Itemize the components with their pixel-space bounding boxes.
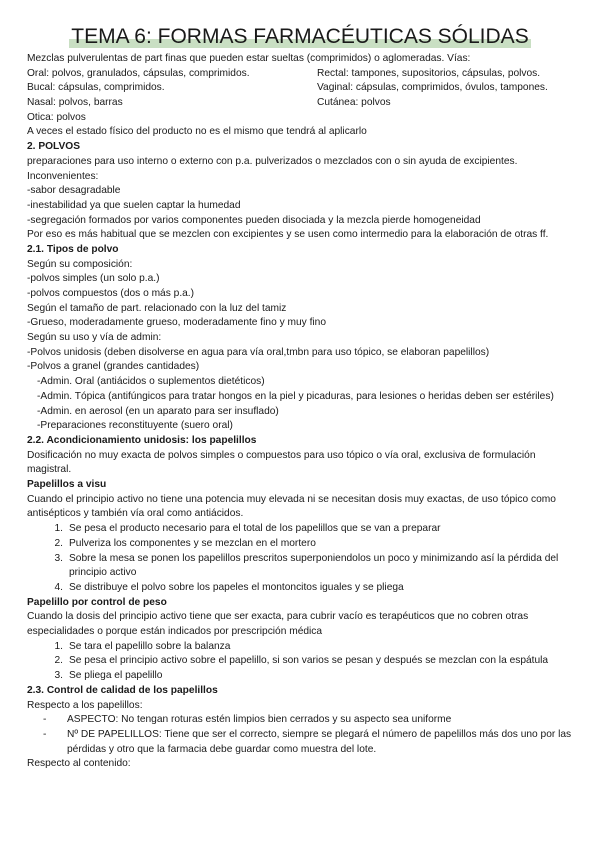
step-number: 3.: [54, 552, 63, 564]
step-text: Se tara el papelillo sobre la balanza: [69, 640, 231, 652]
route-left: Oral: polvos, granulados, cápsulas, comprimidos.: [27, 67, 250, 79]
document-body: [27, 52, 575, 772]
quality-text: Nº DE PAPELILLOS: Tiene que ser el correcto, siempre se plegará el número de papelillos más dos uno por las pérdidas y otro que la farmacia debe guardar como muestra del lote.: [67, 728, 572, 755]
polvos-note: Por eso es más habitual que se mezclen con excipientes y se usen como intermedio para la elaboración de otras ff.: [27, 229, 549, 241]
inconvenientes-label: Inconvenientes:: [27, 170, 99, 182]
composicion-item: -polvos simples (un solo p.a.): [27, 273, 160, 285]
route-row: [27, 67, 575, 82]
dash-bullet: -: [43, 714, 47, 726]
subheading-control-peso: Papelillo por control de peso: [27, 596, 167, 608]
composicion-item: -polvos compuestos (dos o más p.a.): [27, 288, 195, 300]
section-heading-tipos: 2.1. Tipos de polvo: [27, 243, 119, 255]
route-right: Vaginal: cápsulas, comprimidos, óvulos, tampones.: [317, 82, 548, 94]
route-right: Rectal: tampones, supositorios, cápsulas, polvos.: [317, 67, 541, 79]
polvos-definition: preparaciones para uso interno o externo con p.a. pulverizados o mezclados con o sin ayuda de excipientes.: [27, 155, 518, 167]
state-note: A veces el estado físico del producto no es el mismo que tendrá al aplicarlo: [27, 126, 367, 138]
granel-sub-item: -Admin. Tópica (antifúngicos para tratar hongos en la piel y picaduras, para lesiones o heridas deben ser estériles): [37, 390, 554, 402]
uso-label: Según su uso y vía de admin:: [27, 332, 162, 344]
step-number: 3.: [54, 670, 63, 682]
control-peso-text: Cuando la dosis del principio activo tiene que ser exacta, para cubrir vacío es terapéuticos que no cobren otras especialidades o porque están indicados por prescripción médica: [27, 611, 529, 637]
route-left: Nasal: polvos, barras: [27, 97, 123, 109]
section-heading-control-calidad: 2.3. Control de calidad de los papelillos: [27, 684, 218, 696]
quality-text: ASPECTO: No tengan roturas estén limpios bien cerrados y su aspecto sea uniforme: [67, 714, 452, 726]
granel-item: -Polvos a granel (grandes cantidades): [27, 361, 200, 373]
step-text: Se pliega el papelillo: [69, 670, 163, 682]
step-item: [27, 522, 575, 537]
step-item: [27, 654, 575, 669]
granel-sub-item: -Admin. Oral (antiácidos o suplementos dietéticos): [37, 376, 265, 388]
papelillos-definition: Dosificación no muy exacta de polvos simples o compuestos para uso tópico o vía oral, exclusiva de formulación magistral.: [27, 449, 536, 476]
granel-sub-item: -Admin. en aerosol (en un aparato para ser insuflado): [37, 405, 279, 417]
dash-bullet: -: [43, 728, 47, 740]
respecto-contenido-label: Respecto al contenido:: [27, 758, 131, 770]
step-item: [27, 552, 575, 581]
route-row: [27, 96, 575, 111]
visu-text: Cuando el principio activo no tiene una potencia muy elevada ni se necesitan dosis muy exactas, de uso tópico como antisépticos y también vía oral como antiácidos.: [27, 493, 556, 520]
step-text: Se pesa el principio activo sobre el papelillo, si son varios se pesan y después se mezclan con la espátula: [69, 655, 549, 667]
step-text: Se distribuye el polvo sobre los papeles el montoncitos iguales y se pliega: [69, 581, 404, 593]
step-item: [27, 669, 575, 684]
inconveniente-item: -sabor desagradable: [27, 185, 121, 197]
granel-sub-item: -Preparaciones reconstituyente (suero oral): [37, 420, 233, 432]
step-number: 4.: [54, 581, 63, 593]
route-left: Bucal: cápsulas, comprimidos.: [27, 82, 165, 94]
title-block: [0, 26, 600, 48]
tamano-label: Según el tamaño de part. relacionado con la luz del tamiz: [27, 302, 287, 314]
composicion-label: Según su composición:: [27, 258, 133, 270]
step-text: Sobre la mesa se ponen los papelillos prescritos superponiendolos un poco y minimizando así la pérdida del principio activo: [69, 552, 559, 579]
step-number: 2.: [54, 537, 63, 549]
intro-text: Mezclas pulverulentas de part finas que pueden estar sueltas (comprimidos) o aglomeradas. Vías:: [27, 53, 471, 64]
quality-item: [27, 728, 575, 757]
section-heading-papelillos: 2.2. Acondicionamiento unidosis: los papelillos: [27, 434, 257, 446]
inconveniente-item: -inestabilidad ya que suelen captar la humedad: [27, 199, 241, 211]
section-heading-polvos: 2. POLVOS: [27, 141, 81, 153]
quality-item: [27, 713, 575, 728]
step-text: Se pesa el producto necesario para el total de los papelillos que se van a preparar: [69, 523, 441, 535]
step-number: 1.: [54, 523, 63, 535]
page-title: TEMA 6: FORMAS FARMACÉUTICAS SÓLIDAS: [71, 25, 529, 48]
route-row: [27, 81, 575, 96]
step-number: 1.: [54, 640, 63, 652]
step-item: [27, 537, 575, 552]
step-item: [27, 581, 575, 596]
otica-text: Otica: polvos: [27, 111, 86, 123]
route-right: Cutánea: polvos: [317, 97, 391, 109]
subheading-visu: Papelillos a visu: [27, 479, 107, 490]
step-text: Pulveriza los componentes y se mezclan en el mortero: [69, 537, 316, 549]
step-number: 2.: [54, 655, 63, 667]
tamano-item: -Grueso, moderadamente grueso, moderadamente fino y muy fino: [27, 317, 326, 329]
respecto-papelillos-label: Respecto a los papelillos:: [27, 699, 143, 711]
inconveniente-item: -segregación formados por varios componentes pueden disociada y la mezcla pierde homogeneidad: [27, 214, 481, 226]
unidosis-item: -Polvos unidosis (deben disolverse en agua para vía oral,tmbn para uso tópico, se elaboran papelillos): [27, 346, 490, 358]
step-item: [27, 640, 575, 655]
